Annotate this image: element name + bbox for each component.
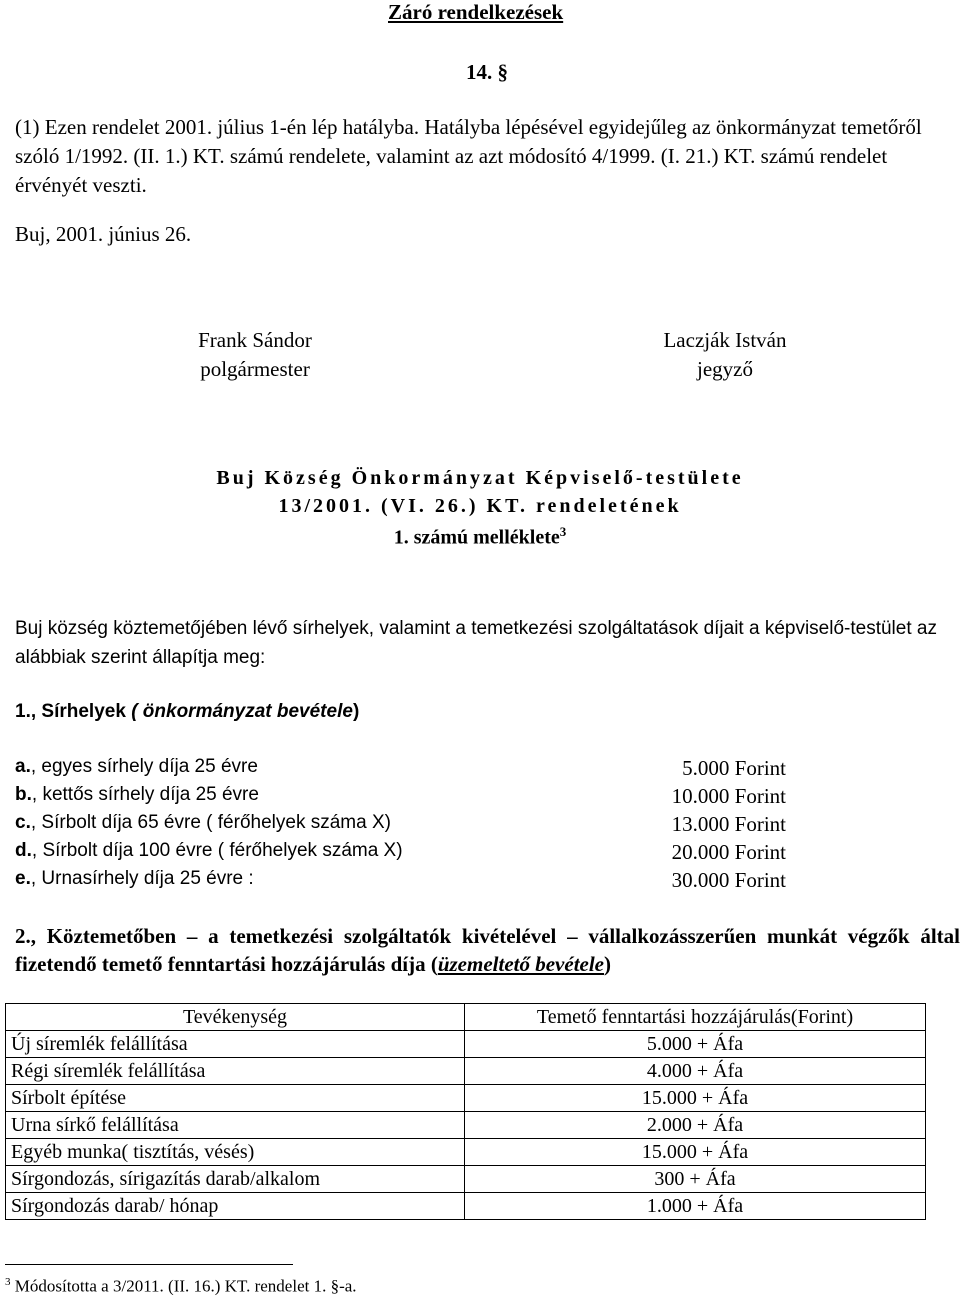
table-header-fee: Temető fenntartási hozzájárulás(Forint) [465,1004,926,1031]
table-header-row [6,1004,926,1031]
annex-heading-line-3 [0,524,960,550]
fee-label-a: a., egyes sírhely díja 25 évre [15,756,258,777]
table-row [6,1058,926,1085]
fee-value-e: 30.000 Forint [671,868,786,892]
footnote-divider [5,1264,293,1265]
paragraph-1: (1) Ezen rendelet 2001. július 1-én lép hatályba. Hatályba lépésével egyidejűleg az önkormányzat temetőről szóló 1/1992. (II. 1.) KT. számú rendelete, valamint az azt módosító 4/1999. (I. 21.) KT. számú rendelet érvényét veszti. [15,115,922,197]
signature-name: Laczják István [663,328,787,352]
table-cell-fee: 5.000 + Áfa [465,1031,926,1058]
fee-label-c: c., Sírbolt díja 65 évre ( férőhelyek száma X) [15,812,391,833]
signature-mayor [155,326,355,384]
section-number: 14. § [466,60,508,84]
fee-label-b: b., kettős sírhely díja 25 évre [15,784,259,805]
fee-label-d: d., Sírbolt díja 100 évre ( férőhelyek száma X) [15,840,403,861]
fee-value-d: 20.000 Forint [671,840,786,864]
table-cell-fee: 15.000 + Áfa [465,1085,926,1112]
table-cell-fee: 15.000 + Áfa [465,1139,926,1166]
table-cell-fee: 2.000 + Áfa [465,1112,926,1139]
fee-value-a: 5.000 Forint [682,756,786,780]
fee-value-b: 10.000 Forint [671,784,786,808]
table-cell-activity: Urna sírkő felállítása [6,1112,465,1139]
table-header-activity: Tevékenység [6,1004,465,1031]
table-row [6,1166,926,1193]
section-1-italic: ( önkormányzat bevétele [131,701,353,722]
signature-role: polgármester [200,357,310,381]
annex-heading-line-2: 13/2001. (VI. 26.) KT. rendeletének [278,495,682,517]
section-2-heading [15,922,960,978]
signature-role: jegyző [697,357,753,381]
section-2-italic: üzemeltető bevétele [437,952,605,976]
table-cell-fee: 4.000 + Áfa [465,1058,926,1085]
signing-date: Buj, 2001. június 26. [15,222,192,246]
section-1-suffix: ) [352,701,360,722]
table-cell-activity: Régi síremlék felállítása [6,1058,465,1085]
section-title: Záró rendelkezések [388,0,564,24]
footnote-marker: 3 [5,1276,11,1288]
annex-number: 1. számú melléklete [393,526,560,549]
footnote [5,1276,357,1297]
table-cell-activity: Egyéb munka( tisztítás, vésés) [6,1139,465,1166]
section-1-heading [15,701,359,723]
footnote-text: Módosította a 3/2011. (II. 16.) KT. rendelet 1. §-a. [10,1276,357,1296]
fee-label-e: e., Urnasírhely díja 25 évre : [15,868,254,889]
table-row [6,1112,926,1139]
table-row [6,1139,926,1166]
table-cell-fee: 300 + Áfa [465,1166,926,1193]
table-row [6,1031,926,1058]
table-cell-activity: Új síremlék felállítása [6,1031,465,1058]
section-1-label: 1., Sírhelyek [15,701,126,722]
table-cell-activity: Sírbolt építése [6,1085,465,1112]
table-row [6,1085,926,1112]
intro-paragraph: Buj község köztemetőjében lévő sírhelyek, valamint a temetkezési szolgáltatások díjait a képviselő-testület az alábbiak szerint állapítja meg: [15,618,937,668]
table-cell-activity: Sírgondozás, sírigazítás darab/alkalom [6,1166,465,1193]
fee-value-c: 13.000 Forint [671,812,786,836]
footnote-ref: 3 [559,524,567,539]
section-2-text: 2., Köztemetőben – a temetkezési szolgáltatók kivételével – vállalkozásszerűen munkát végzők által fizetendő temető fenntartási hozzájárulás díja ( [15,924,960,976]
maintenance-fee-table [5,1003,926,1220]
table-row [6,1193,926,1220]
annex-heading-line-1: Buj Község Önkormányzat Képviselő-testülete [216,467,744,489]
table-cell-activity: Sírgondozás darab/ hónap [6,1193,465,1220]
signature-name: Frank Sándor [198,328,312,352]
section-2-suffix: ) [604,952,612,976]
signature-notary [625,326,825,384]
table-cell-fee: 1.000 + Áfa [465,1193,926,1220]
